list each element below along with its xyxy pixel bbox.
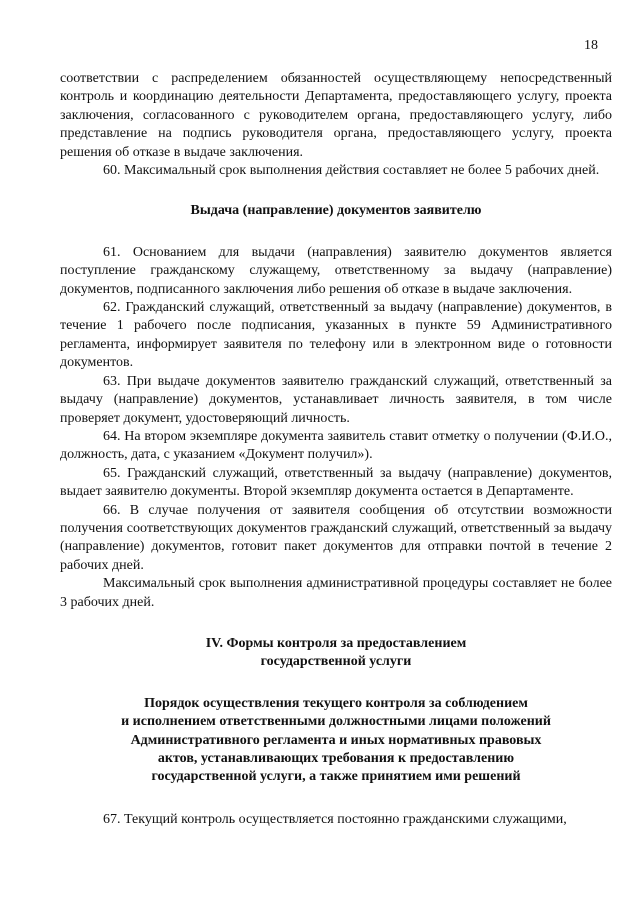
page-number: 18	[584, 38, 598, 53]
subheading-line: актов, устанавливающих требования к предоставлению	[157, 751, 515, 766]
section-heading-iv	[60, 635, 612, 672]
section-heading-line: IV. Формы контроля за предоставлением	[205, 635, 467, 651]
paragraph-64: 64. На втором экземпляре документа заявитель ставит отметку о получении (Ф.И.О., должность, дата, с указанием «Документ получил»).	[60, 428, 612, 463]
paragraph-63: 63. При выдаче документов заявителю гражданский служащий, ответственный за выдачу (направление) документов, устанавливает личность заявителя, в том числе проверяет документ, удостоверяющий личность.	[60, 373, 612, 426]
subheading-current-control	[60, 695, 612, 787]
heading-document-issue: Выдача (направление) документов заявителю	[190, 203, 482, 219]
subheading-line: Порядок осуществления текущего контроля за соблюдением	[144, 695, 528, 711]
subheading-line: и исполнением ответственными должностными лицами положений	[121, 714, 551, 730]
page-content	[60, 70, 612, 829]
paragraph-60: 60. Максимальный срок выполнения действия составляет не более 5 рабочих дней.	[103, 163, 600, 179]
paragraph-61: 61. Основанием для выдачи (направления) заявителю документов является поступление гражданскому служащему, ответственному за выдачу (направление) документов, подписанного заключения либо решения об отказе в выдаче заключения.	[60, 244, 612, 297]
subheading-line: государственной услуги, а также принятием ими решений	[151, 769, 521, 785]
section-heading-line: государственной услуги	[260, 654, 412, 670]
paragraph-continuation: соответствии с распределением обязанностей осуществляющему непосредственный контроль и координацию деятельности Департамента, предоставляющего услугу, проекта заключения, согласованного с руководителем органа, предоставляющего услугу, либо представление на подпись руководителя органа, предоставляющего услугу, проекта решения об отказе в выдаче заключения.	[60, 71, 612, 160]
paragraph-65: 65. Гражданский служащий, ответственный за выдачу (направление) документов, выдает заявителю документы. Второй экземпляр документа остается в Департаменте.	[60, 465, 612, 500]
paragraph-67: 67. Текущий контроль осуществляется постоянно гражданскими служащими,	[103, 811, 567, 827]
paragraph-66: 66. В случае получения от заявителя сообщения об отсутствии возможности получения соответствующих документов гражданский служащий, ответственный за выдачу (направление) документов, готовит пакет документов для отправки почтой в течение 2 рабочих дней.	[60, 502, 612, 573]
paragraph-max-term: Максимальный срок выполнения административной процедуры составляет не более 3 рабочих дней.	[60, 576, 612, 610]
paragraph-62: 62. Гражданский служащий, ответственный за выдачу (направление) документов, в течение 1 рабочего после подписания, указанных в пункте 59 Административного регламента, информирует заявителя по телефону или в электронном виде о готовности документов.	[60, 300, 612, 371]
subheading-line: Административного регламента и иных нормативных правовых	[130, 732, 542, 748]
